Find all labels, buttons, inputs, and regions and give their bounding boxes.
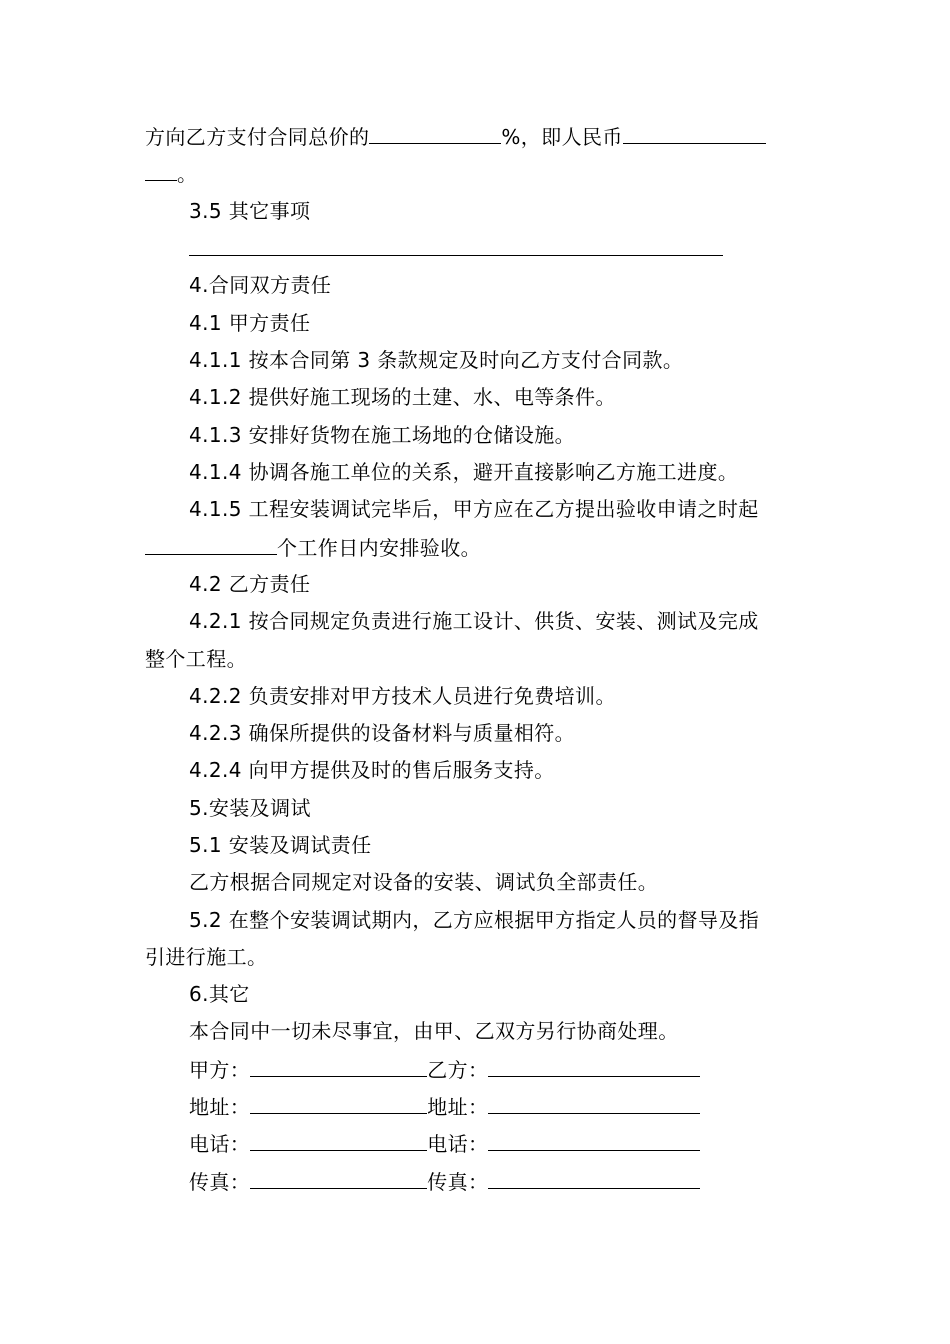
section-4-2-1: 4.2.1 按合同规定负责进行施工设计、供货、安装、测试及完成	[189, 609, 759, 633]
fax-b-blank	[488, 1166, 700, 1189]
fax-a-blank	[250, 1166, 427, 1189]
phone-b-label: 电话：	[427, 1132, 489, 1156]
signature-row-fax	[189, 1166, 700, 1197]
section-4: 4.合同双方责任	[189, 273, 332, 297]
workdays-blank	[145, 532, 277, 555]
section-4-1-5: 4.1.5 工程安装调试完毕后，甲方应在乙方提出验收申请之时起	[189, 497, 759, 521]
fax-b-label: 传真：	[427, 1170, 489, 1194]
section-4-1-3: 4.1.3 安排好货物在施工场地的仓储设施。	[189, 423, 576, 447]
payment-end: 。	[177, 162, 198, 186]
amount-blank	[623, 121, 766, 144]
phone-b-blank	[488, 1128, 700, 1151]
fax-a-label: 传真：	[189, 1170, 251, 1194]
signature-row-address	[189, 1091, 700, 1122]
workdays-text: 个工作日内安排验收。	[277, 536, 481, 560]
payment-text-1: 方向乙方支付合同总价的	[145, 125, 370, 149]
party-a-blank	[250, 1054, 427, 1077]
other-matters-line	[189, 233, 723, 264]
section-6-text: 本合同中一切未尽事宜，由甲、乙双方另行协商处理。	[189, 1019, 679, 1043]
address-b-blank	[488, 1091, 700, 1114]
percent-blank	[369, 121, 501, 144]
payment-line-cont	[145, 158, 197, 189]
section-4-2-1-cont: 整个工程。	[145, 647, 247, 671]
phone-a-label: 电话：	[189, 1132, 251, 1156]
section-5-2: 5.2 在整个安装调试期内，乙方应根据甲方指定人员的督导及指	[189, 908, 760, 932]
section-6: 6.其它	[189, 982, 250, 1006]
party-b-blank	[488, 1054, 700, 1077]
section-4-2: 4.2 乙方责任	[189, 572, 311, 596]
section-4-1: 4.1 甲方责任	[189, 311, 311, 335]
section-5: 5.安装及调试	[189, 796, 311, 820]
section-4-1-5-cont	[145, 532, 481, 563]
address-a-blank	[250, 1091, 427, 1114]
address-a-label: 地址：	[189, 1095, 251, 1119]
section-5-2-cont: 引进行施工。	[145, 945, 268, 969]
payment-text-2: %，即人民币	[501, 125, 623, 149]
section-4-2-3: 4.2.3 确保所提供的设备材料与质量相符。	[189, 721, 576, 745]
party-a-label: 甲方：	[189, 1058, 251, 1082]
signature-row-phone	[189, 1128, 700, 1159]
amount-blank-cont	[145, 158, 177, 181]
address-b-label: 地址：	[427, 1095, 489, 1119]
section-4-1-4: 4.1.4 协调各施工单位的关系，避开直接影响乙方施工进度。	[189, 460, 739, 484]
section-3-5: 3.5 其它事项	[189, 199, 311, 223]
section-5-1: 5.1 安装及调试责任	[189, 833, 372, 857]
signature-row-party	[189, 1054, 700, 1085]
phone-a-blank	[250, 1128, 427, 1151]
payment-line	[145, 121, 766, 152]
other-matters-blank	[189, 233, 723, 256]
section-4-2-4: 4.2.4 向甲方提供及时的售后服务支持。	[189, 758, 555, 782]
party-b-label: 乙方：	[427, 1058, 489, 1082]
section-4-2-2: 4.2.2 负责安排对甲方技术人员进行免费培训。	[189, 684, 616, 708]
section-4-1-2: 4.1.2 提供好施工现场的土建、水、电等条件。	[189, 385, 616, 409]
section-4-1-1: 4.1.1 按本合同第 3 条款规定及时向乙方支付合同款。	[189, 348, 684, 372]
section-5-1-text: 乙方根据合同规定对设备的安装、调试负全部责任。	[189, 870, 659, 894]
